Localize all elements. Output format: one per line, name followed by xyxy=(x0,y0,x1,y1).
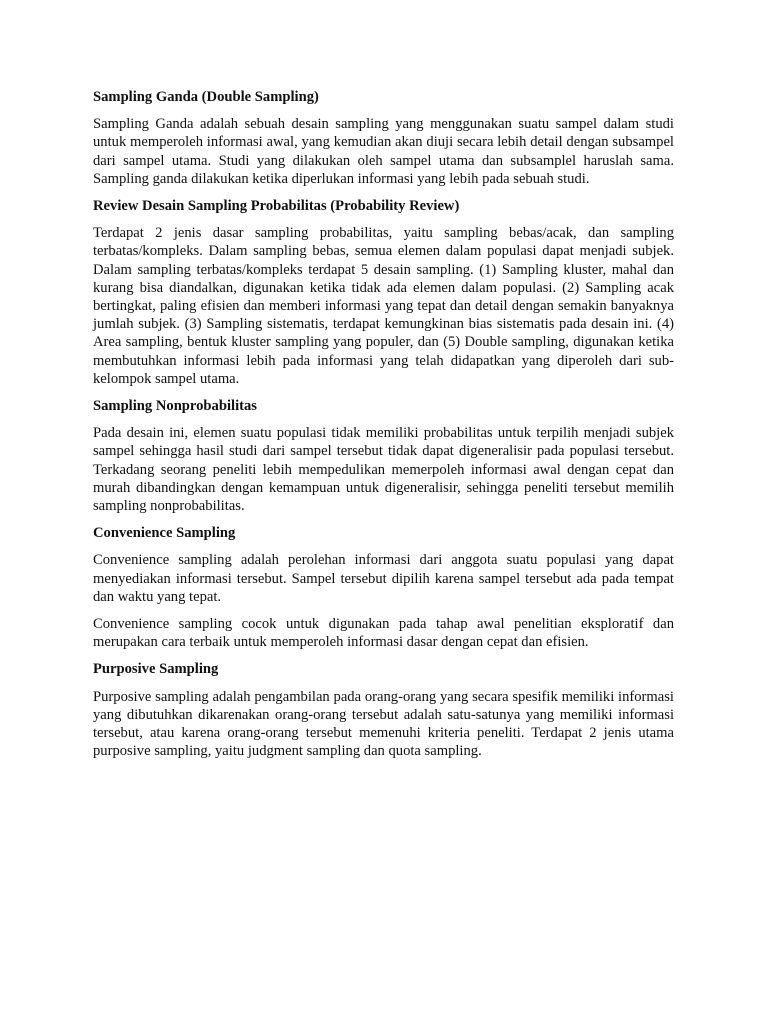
section-heading: Sampling Ganda (Double Sampling) xyxy=(93,89,319,105)
section-double-sampling xyxy=(93,88,674,188)
section-paragraph: Sampling Ganda adalah sebuah desain sampling yang menggunakan suatu sampel dalam studi untuk memperoleh informasi awal, yang kemudian akan diuji secara lebih detail dengan subsampel dari sampel utama. Studi yang dilakukan oleh sampel utama dan subsamplel haruslah sama. Sampling ganda dilakukan ketika diperlukan informasi yang lebih pada sebuah studi. xyxy=(93,116,674,187)
section-paragraph: Convenience sampling adalah perolehan informasi dari anggota suatu populasi yang dapat menyediakan informasi tersebut. Sampel tersebut dipilih karena sampel tersebut ada pada tempat dan waktu yang tepat. xyxy=(93,552,674,605)
section-heading: Purposive Sampling xyxy=(93,661,219,678)
section-paragraph: Pada desain ini, elemen suatu populasi tidak memiliki probabilitas untuk terpilih menjadi subjek sampel sehingga hasil studi dari sampel tersebut tidak dapat digeneralisir pada populasi tersebut. Terkadang seorang peneliti lebih mempedulikan memerpoleh informasi awal dengan cepat dan murah dibandingkan dengan kemampuan untuk digeneralisir, sehingga peneliti tersebut memilih sampling nonprobabilitas. xyxy=(93,425,674,515)
section-paragraph: Purposive sampling adalah pengambilan pada orang-orang yang secara spesifik memiliki informasi yang dibutuhkan dikarenakan orang-orang tersebut adalah satu-satunya yang memiliki informasi tersebut, atau karena orang-orang tersebut memenuhi kriteria peneliti. Terdapat 2 jenis utama purposive sampling, yaitu judgment sampling dan quota sampling. xyxy=(93,688,674,760)
section-heading: Convenience Sampling xyxy=(93,525,236,542)
section-purposive-sampling xyxy=(93,660,674,760)
section-paragraph: Convenience sampling cocok untuk digunakan pada tahap awal penelitian eksploratif dan merupakan cara terbaik untuk memperoleh informasi dasar dengan cepat dan efisien. xyxy=(93,616,674,651)
document-page xyxy=(93,88,674,770)
section-heading: Review Desain Sampling Probabilitas (Probability Review) xyxy=(93,198,460,215)
section-nonprobability xyxy=(93,397,674,515)
section-probability-review xyxy=(93,197,674,388)
section-heading: Sampling Nonprobabilitas xyxy=(93,398,257,415)
section-convenience-sampling xyxy=(93,524,674,651)
section-paragraph: Terdapat 2 jenis dasar sampling probabilitas, yaitu sampling bebas/acak, dan sampling terbatas/kompleks. Dalam sampling bebas, semua elemen dalam populasi dapat menjadi subjek. Dalam sampling terbatas/kompleks terdapat 5 desain sampling. (1) Sampling kluster, mahal dan kurang bisa diandalkan, digunakan ketika tidak ada elemen dalam populasi. (2) Sampling acak bertingkat, paling efisien dan memberi informasi yang tepat dan detail dengan semakin banyaknya jumlah subjek. (3) Sampling sistematis, terdapat kemungkinan bias sistematis pada desain ini. (4) Area sampling, bentuk kluster sampling yang populer, dan (5) Double sampling, digunakan ketika membutuhkan informasi lebih pada informasi yang telah didapatkan yang diperoleh dari sub-kelompok sampel utama. xyxy=(93,225,674,387)
